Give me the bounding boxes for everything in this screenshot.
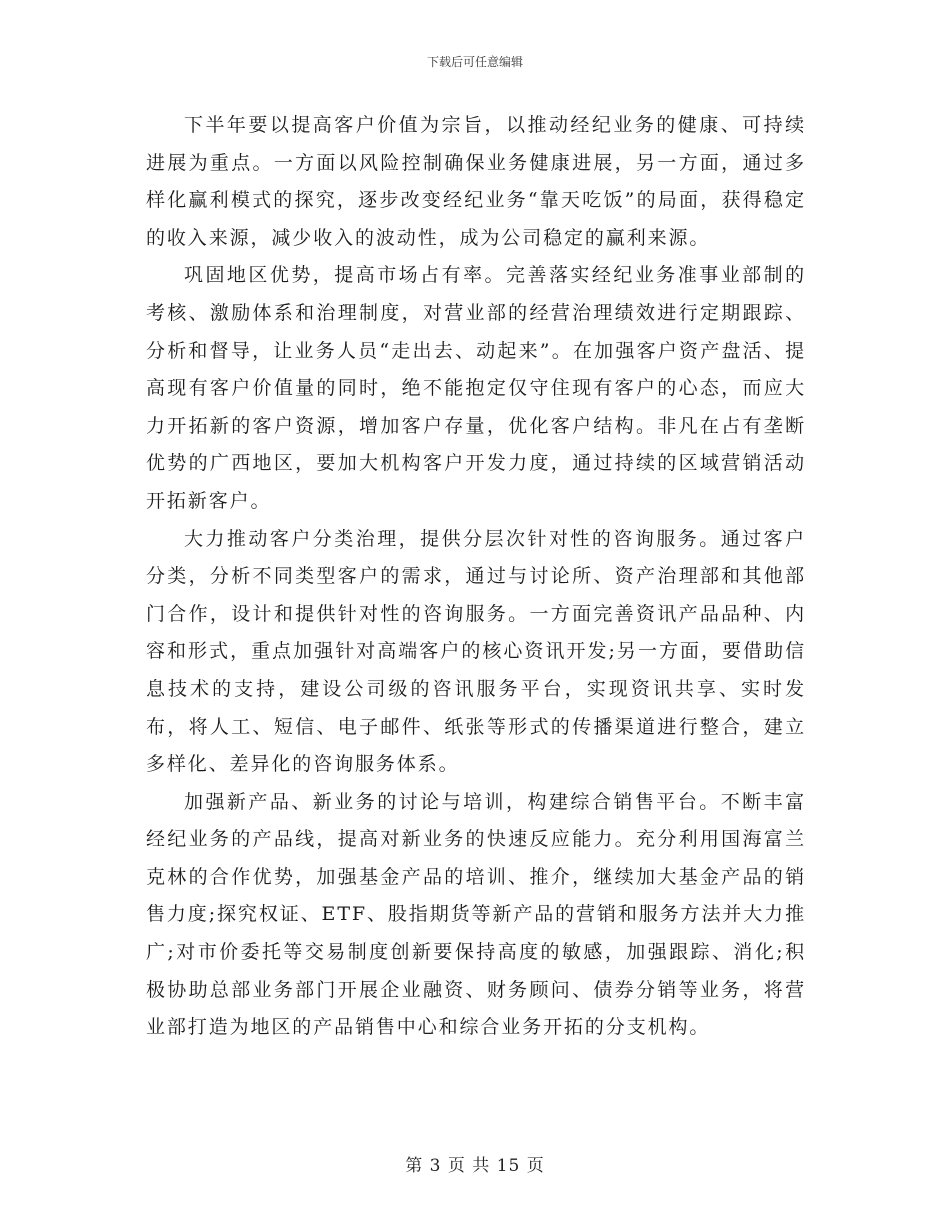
footer-suffix: 页: [526, 1156, 545, 1176]
paragraph-2: 巩固地区优势，提高市场占有率。完善落实经纪业务准事业部制的考核、激励体系和治理制度，对营业部的经营治理绩效进行定期跟踪、分析和督导，让业务人员“走出去、动起来”。在加强客户资产盘活、提高现有客户价值量的同时，绝不能抱定仅守住现有客户的心态，而应大力开拓新的客户资源，增加客户存量，优化客户结构。非凡在占有垄断优势的广西地区，要加大机构客户开发力度，通过持续的区域营销活动开拓新客户。: [146, 264, 806, 512]
document-body: [146, 107, 806, 1047]
paragraph-3: 大力推动客户分类治理，提供分层次针对性的咨询服务。通过客户分类，分析不同类型客户的需求，通过与讨论所、资产治理部和其他部门合作，设计和提供针对性的咨询服务。一方面完善资讯产品品种、内容和形式，重点加强针对高端客户的核心资讯开发;另一方面，要借助信息技术的支持，建设公司级的咨讯服务平台，实现资讯共享、实时发布，将人工、短信、电子邮件、纸张等形式的传播渠道进行整合，建立多样化、差异化的咨询服务体系。: [146, 527, 806, 776]
page-header: 下载后可任意编辑: [426, 55, 523, 69]
paragraph-1: 下半年要以提高客户价值为宗旨，以推动经纪业务的健康、可持续进展为重点。一方面以风险控制确保业务健康进展，另一方面，通过多样化赢利模式的探究，逐步改变经纪业务“靠天吃饭”的局面，获得稳定的收入来源，减少收入的波动性，成为公司稳定的赢利来源。: [146, 114, 806, 249]
paragraph-4: 加强新产品、新业务的讨论与培训，构建综合销售平台。不断丰富经纪业务的产品线，提高对新业务的快速反应能力。充分利用国海富兰克林的合作优势，加强基金产品的培训、推介，继续加大基金产品的销售力度;探究权证、ETF、股指期货等新产品的营销和服务方法并大力推广;对市价委托等交易制度创新要保持高度的敏感，加强跟踪、消化;积极协助总部业务部门开展企业融资、财务顾问、债券分销等业务，将营业部打造为地区的产品销售中心和综合业务开拓的分支机构。: [146, 790, 806, 1039]
current-page-number: 3: [429, 1156, 442, 1176]
footer-prefix: 第: [405, 1156, 424, 1176]
footer-middle: 页 共: [447, 1156, 491, 1176]
total-page-count: 15: [496, 1156, 521, 1176]
page-footer: [0, 1155, 950, 1177]
